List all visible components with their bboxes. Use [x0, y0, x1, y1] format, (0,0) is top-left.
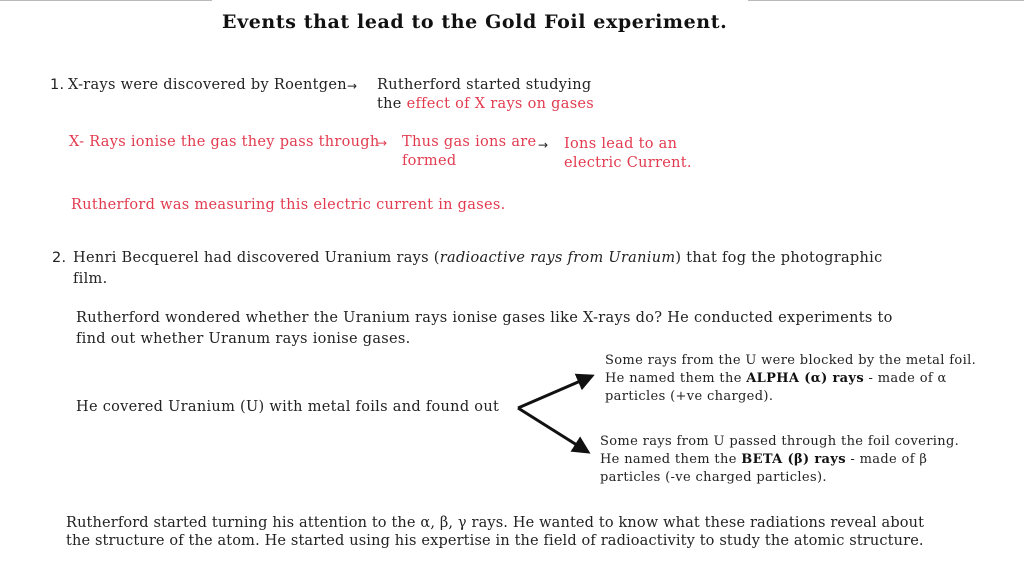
alpha-line2	[605, 370, 947, 388]
becquerel-italic: radioactive rays from Uranium	[439, 250, 676, 266]
ionise-gas-text: X- Rays ionise the gas they pass through	[69, 134, 380, 150]
beta-rays-bold: BETA (β) rays	[741, 452, 846, 467]
gas-ions-line2: formed	[402, 153, 457, 169]
beta-text-b: - made of β	[850, 452, 928, 467]
becquerel-text-a: Henri Becquerel had discovered Uranium rays (	[73, 250, 440, 266]
beta-branch-arrow	[518, 408, 588, 452]
becquerel-text-b: ) that fog the photographic	[675, 250, 883, 266]
beta-line2	[600, 451, 927, 469]
alpha-rays-bold: ALPHA (α) rays	[746, 371, 865, 386]
conclusion-line1: Rutherford started turning his attention to the α, β, γ rays. He wanted to know what these radiations reveal about	[66, 515, 925, 531]
arrow-icon: →	[538, 138, 549, 152]
beta-line3: particles (-ve charged particles).	[600, 470, 827, 485]
effect-of-xrays-text: effect of X rays on gases	[406, 96, 595, 112]
wondered-line2: find out whether Uranum rays ionise gases.	[76, 331, 411, 347]
alpha-branch-arrow	[518, 376, 592, 408]
gas-ions-line1: Thus gas ions are	[402, 134, 537, 150]
alpha-line1: Some rays from the U were blocked by the metal foil.	[605, 353, 977, 368]
covered-uranium-text: He covered Uranium (U) with metal foils and found out	[76, 399, 500, 415]
section-1-number: 1.	[50, 77, 65, 93]
xray-discovery-text: X-rays were discovered by Roentgen	[68, 77, 347, 93]
alpha-text-b: - made of α	[868, 371, 947, 386]
wondered-line1: Rutherford wondered whether the Uranium rays ionise gases like X-rays do? He conducted experiments to	[76, 310, 893, 326]
rutherford-studying-line1: Rutherford started studying	[377, 77, 592, 93]
ions-current-line1: Ions lead to an	[564, 136, 678, 152]
page-title: Events that lead to the Gold Foil experiment.	[222, 11, 728, 33]
section-2-number: 2.	[52, 250, 67, 266]
arrow-icon: →	[377, 136, 388, 150]
measuring-current-text: Rutherford was measuring this electric current in gases.	[71, 197, 506, 213]
beta-text-a: He named them the	[600, 452, 737, 467]
the-word: the	[377, 96, 402, 112]
alpha-text-a: He named them the	[605, 371, 742, 386]
alpha-line3: particles (+ve charged).	[605, 389, 774, 404]
conclusion-line2: the structure of the atom. He started using his expertise in the field of radioactivity to study the atomic structure.	[66, 533, 924, 549]
ions-current-line2: electric Current.	[564, 155, 692, 171]
arrow-icon: →	[347, 79, 358, 93]
beta-line1: Some rays from U passed through the foil covering.	[600, 434, 960, 449]
becquerel-line2: film.	[73, 271, 108, 287]
